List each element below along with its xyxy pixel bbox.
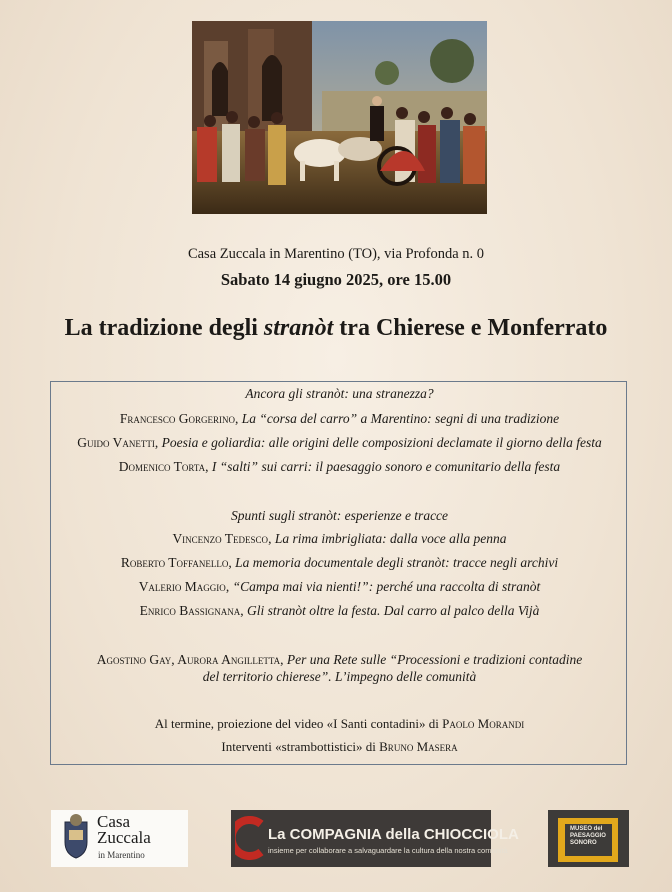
talk-4: Vincenzo Tedesco, La rima imbrigliata: dalla voce alla penna — [172, 531, 507, 546]
program-frame — [50, 381, 627, 765]
talk-topic: La memoria documentale degli stranòt: tracce negli archivi — [235, 555, 559, 570]
festival-painting — [192, 21, 487, 214]
talk-topic: Gli stranòt oltre la festa. Dal carro al palco della Vijà — [247, 603, 540, 618]
closing-interventi-text: Interventi «strambottistici» di — [221, 739, 380, 754]
compagnia-title: La COMPAGNIA della CHIOCCIOLA — [268, 826, 519, 843]
talk-topic: La “corsa del carro” a Marentino: segni di una tradizione — [241, 411, 560, 426]
talk-topic: Poesia e goliardia: alle origini delle composizioni declamate il giorno della festa — [161, 435, 602, 450]
talk-speaker: Roberto Toffanello — [120, 555, 229, 570]
museo-line-1: MUSEO del — [570, 826, 603, 832]
event-date-time: Sabato 14 giugno 2025, ore 15.00 — [220, 270, 452, 289]
section-heading-2-text: Spunti sugli stranòt: esperienze e tracce — [230, 508, 449, 523]
title-part-1: La tradizione degli — [64, 315, 264, 341]
talk-topic-continued: del territorio chierese”. L’impegno delle comunità — [202, 669, 477, 684]
talk-topic: “Campa mai via nienti!”: perché una raccolta di stranòt — [232, 579, 541, 594]
museo-text — [570, 826, 614, 847]
venue-address: Casa Zuccala in Marentino (TO), via Profonda n. 0 — [187, 246, 485, 262]
section-heading-2 — [51, 508, 628, 524]
zuccala-line: Zuccala — [97, 828, 151, 847]
talk-speaker: Agostino Gay, Aurora Angilletta — [96, 652, 281, 667]
talk-speaker: Valerio Maggio — [138, 579, 226, 594]
museo-line-2: PAESAGGIO — [570, 833, 606, 839]
title-italic-word: stranòt — [263, 315, 334, 341]
event-title — [0, 315, 672, 342]
closing-video-line — [51, 716, 628, 732]
title-part-2: tra Chierese e Monferrato — [333, 315, 608, 341]
talk-1: Francesco Gorgerino, La “corsa del carro” a Marentino: segni di una tradizione — [119, 411, 560, 426]
closing-video-text: Al termine, proiezione del video «I Santi contadini» di — [154, 716, 443, 731]
marentino-line: in Marentino — [98, 850, 145, 860]
closing-interventi-author: Bruno Masera — [379, 739, 458, 754]
talk-topic: Per una Rete sulle “Processioni e tradizioni contadine — [286, 652, 583, 667]
museo-paesaggio-sonoro-logo — [548, 810, 629, 867]
final-talk-line-2 — [51, 669, 628, 685]
final-talk-line-1: Agostino Gay, Aurora Angilletta, Per una Rete sulle “Processioni e tradizioni contadine — [96, 652, 583, 667]
talk-speaker: Vincenzo Tedesco — [172, 531, 269, 546]
talk-3: Domenico Torta, I “salti” sui carri: il paesaggio sonoro e comunitario della festa — [118, 459, 561, 474]
compagnia-subtitle: insieme per collaborare a salvaguardare la cultura della nostra comunità — [268, 846, 508, 855]
talk-6: Valerio Maggio, “Campa mai via nienti!”: perché una raccolta di stranòt — [138, 579, 541, 594]
closing-video-author: Paolo Morandi — [442, 716, 525, 731]
snail-c-icon — [235, 816, 265, 860]
talk-topic: La rima imbrigliata: dalla voce alla penna — [274, 531, 507, 546]
talk-speaker: Francesco Gorgerino — [119, 411, 235, 426]
section-heading-1 — [51, 386, 628, 402]
talk-7: Enrico Bassignana, Gli stranòt oltre la festa. Dal carro al palco della Vijà — [139, 603, 540, 618]
talk-2: Guido Vanetti, Poesia e goliardia: alle origini delle composizioni declamate il giorno della festa — [77, 435, 602, 450]
closing-interventi-line — [51, 739, 628, 755]
museo-line-3: SONORO — [570, 840, 597, 846]
talk-5: Roberto Toffanello, La memoria documentale degli stranòt: tracce negli archivi — [120, 555, 559, 570]
casa-line: Casa — [97, 812, 131, 831]
section-heading-1-text: Ancora gli stranòt: una stranezza? — [245, 386, 434, 401]
talk-speaker: Guido Vanetti — [77, 435, 155, 450]
talk-topic: I “salti” sui carri: il paesaggio sonoro e comunitario della festa — [211, 459, 561, 474]
compagnia-chiocciola-logo — [231, 810, 519, 867]
talk-speaker: Enrico Bassignana — [139, 603, 241, 618]
casa-zuccala-logo — [51, 810, 188, 867]
talk-speaker: Domenico Torta — [118, 459, 206, 474]
